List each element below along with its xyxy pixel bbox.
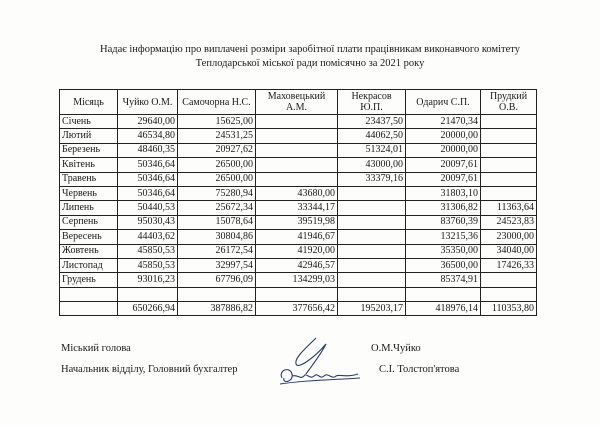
table-row <box>60 115 537 129</box>
amount-cell: 32997,54 <box>178 258 256 272</box>
month-cell: Травень <box>60 172 118 186</box>
heading-line-2: Теплодарської міської ради помісячно за 2021 року <box>195 58 425 69</box>
table-row <box>60 129 537 143</box>
month-cell: Листопад <box>60 258 118 272</box>
amount-cell <box>481 273 537 287</box>
amount-cell <box>481 115 537 129</box>
amount-cell: 23437,50 <box>338 115 406 129</box>
month-cell: Квітень <box>60 158 118 172</box>
amount-cell <box>178 287 256 301</box>
table-row <box>60 258 537 272</box>
amount-cell: 15078,64 <box>178 215 256 229</box>
amount-cell: 29640,00 <box>118 115 178 129</box>
table-row <box>60 287 537 301</box>
amount-cell: 24523,83 <box>481 215 537 229</box>
total-amount-cell: 387886,82 <box>178 302 256 316</box>
month-cell: Грудень <box>60 273 118 287</box>
table-row <box>60 143 537 157</box>
table-row <box>60 186 537 200</box>
amount-cell: 20097,61 <box>406 158 481 172</box>
month-cell: Вересень <box>60 230 118 244</box>
amount-cell: 34040,00 <box>481 244 537 258</box>
amount-cell <box>338 273 406 287</box>
amount-cell <box>256 172 338 186</box>
heading-line-1: Надає інформацію про виплачені розміри заробітної плати працівникам виконавчого комітету <box>100 44 520 55</box>
amount-cell: 20097,61 <box>406 172 481 186</box>
amount-cell: 45850,53 <box>118 244 178 258</box>
amount-cell: 41946,67 <box>256 230 338 244</box>
amount-cell: 39519,98 <box>256 215 338 229</box>
amount-cell: 95030,43 <box>118 215 178 229</box>
table-row <box>60 244 537 258</box>
total-amount-cell: 110353,80 <box>481 302 537 316</box>
amount-cell: 42946,57 <box>256 258 338 272</box>
amount-cell: 30804,86 <box>178 230 256 244</box>
month-cell: Серпень <box>60 215 118 229</box>
table-body <box>60 115 537 316</box>
amount-cell <box>338 244 406 258</box>
amount-cell <box>338 230 406 244</box>
table-header-row <box>60 90 537 115</box>
amount-cell: 48460,35 <box>118 143 178 157</box>
header-employee: Маховецький А.М. <box>256 90 338 115</box>
header-month: Місяць <box>60 90 118 115</box>
amount-cell <box>481 129 537 143</box>
amount-cell: 44403,62 <box>118 230 178 244</box>
amount-cell: 15625,00 <box>178 115 256 129</box>
amount-cell: 51324,01 <box>338 143 406 157</box>
table-row <box>60 273 537 287</box>
amount-cell: 31306,82 <box>406 201 481 215</box>
month-cell: Червень <box>60 186 118 200</box>
month-cell <box>60 287 118 301</box>
chief-accountant-name: С.І. Толстоп'ятова <box>379 364 460 375</box>
amount-cell <box>338 201 406 215</box>
amount-cell: 67796,09 <box>178 273 256 287</box>
amount-cell: 50346,64 <box>118 158 178 172</box>
amount-cell: 85374,91 <box>406 273 481 287</box>
amount-cell: 21470,34 <box>406 115 481 129</box>
amount-cell: 83760,39 <box>406 215 481 229</box>
amount-cell: 134299,03 <box>256 273 338 287</box>
month-cell: Березень <box>60 143 118 157</box>
amount-cell: 46534,80 <box>118 129 178 143</box>
amount-cell: 20000,00 <box>406 143 481 157</box>
amount-cell: 25672,34 <box>178 201 256 215</box>
amount-cell <box>406 287 481 301</box>
amount-cell: 11363,64 <box>481 201 537 215</box>
total-amount-cell: 377656,42 <box>256 302 338 316</box>
salary-table <box>59 89 537 316</box>
totals-label-cell <box>60 302 118 316</box>
amount-cell: 43680,00 <box>256 186 338 200</box>
amount-cell <box>481 143 537 157</box>
amount-cell <box>256 158 338 172</box>
document-heading <box>40 43 580 71</box>
amount-cell <box>481 172 537 186</box>
amount-cell: 50440,53 <box>118 201 178 215</box>
table-row <box>60 230 537 244</box>
amount-cell: 93016,23 <box>118 273 178 287</box>
amount-cell: 31803,10 <box>406 186 481 200</box>
header-employee: Чуйко О.М. <box>118 90 178 115</box>
amount-cell: 50346,64 <box>118 186 178 200</box>
amount-cell: 33379,16 <box>338 172 406 186</box>
amount-cell: 75280,94 <box>178 186 256 200</box>
handwritten-signature <box>276 334 362 388</box>
amount-cell: 35350,00 <box>406 244 481 258</box>
month-cell: Січень <box>60 115 118 129</box>
header-employee: Одарич С.П. <box>406 90 481 115</box>
amount-cell: 33344,17 <box>256 201 338 215</box>
amount-cell: 45850,53 <box>118 258 178 272</box>
table-row <box>60 215 537 229</box>
totals-row <box>60 302 537 316</box>
mayor-name: О.М.Чуйко <box>371 343 421 354</box>
amount-cell <box>256 143 338 157</box>
amount-cell <box>338 258 406 272</box>
amount-cell <box>481 287 537 301</box>
month-cell: Жовтень <box>60 244 118 258</box>
amount-cell: 23000,00 <box>481 230 537 244</box>
amount-cell <box>256 129 338 143</box>
header-employee: Некрасов Ю.П. <box>338 90 406 115</box>
month-cell: Лютий <box>60 129 118 143</box>
amount-cell: 24531,25 <box>178 129 256 143</box>
mayor-title: Міський голова <box>61 343 131 354</box>
amount-cell: 20927,62 <box>178 143 256 157</box>
amount-cell: 13215,36 <box>406 230 481 244</box>
total-amount-cell: 418976,14 <box>406 302 481 316</box>
month-cell: Липень <box>60 201 118 215</box>
table-row <box>60 158 537 172</box>
amount-cell: 26500,00 <box>178 172 256 186</box>
amount-cell: 26500,00 <box>178 158 256 172</box>
amount-cell <box>338 287 406 301</box>
chief-accountant-title: Начальник відділу, Головний бухгалтер <box>61 364 238 375</box>
table-row <box>60 172 537 186</box>
amount-cell: 44062,50 <box>338 129 406 143</box>
table-row <box>60 201 537 215</box>
amount-cell: 50346,64 <box>118 172 178 186</box>
header-employee: Самочорна Н.С. <box>178 90 256 115</box>
amount-cell <box>481 186 537 200</box>
total-amount-cell: 650266,94 <box>118 302 178 316</box>
amount-cell <box>338 215 406 229</box>
total-amount-cell: 195203,17 <box>338 302 406 316</box>
amount-cell <box>256 287 338 301</box>
amount-cell: 43000,00 <box>338 158 406 172</box>
amount-cell: 26172,54 <box>178 244 256 258</box>
amount-cell: 36500,00 <box>406 258 481 272</box>
header-employee: Прудкий О.В. <box>481 90 537 115</box>
amount-cell <box>256 115 338 129</box>
amount-cell <box>118 287 178 301</box>
amount-cell <box>481 158 537 172</box>
amount-cell: 17426,33 <box>481 258 537 272</box>
amount-cell: 41920,00 <box>256 244 338 258</box>
amount-cell <box>338 186 406 200</box>
amount-cell: 20000,00 <box>406 129 481 143</box>
